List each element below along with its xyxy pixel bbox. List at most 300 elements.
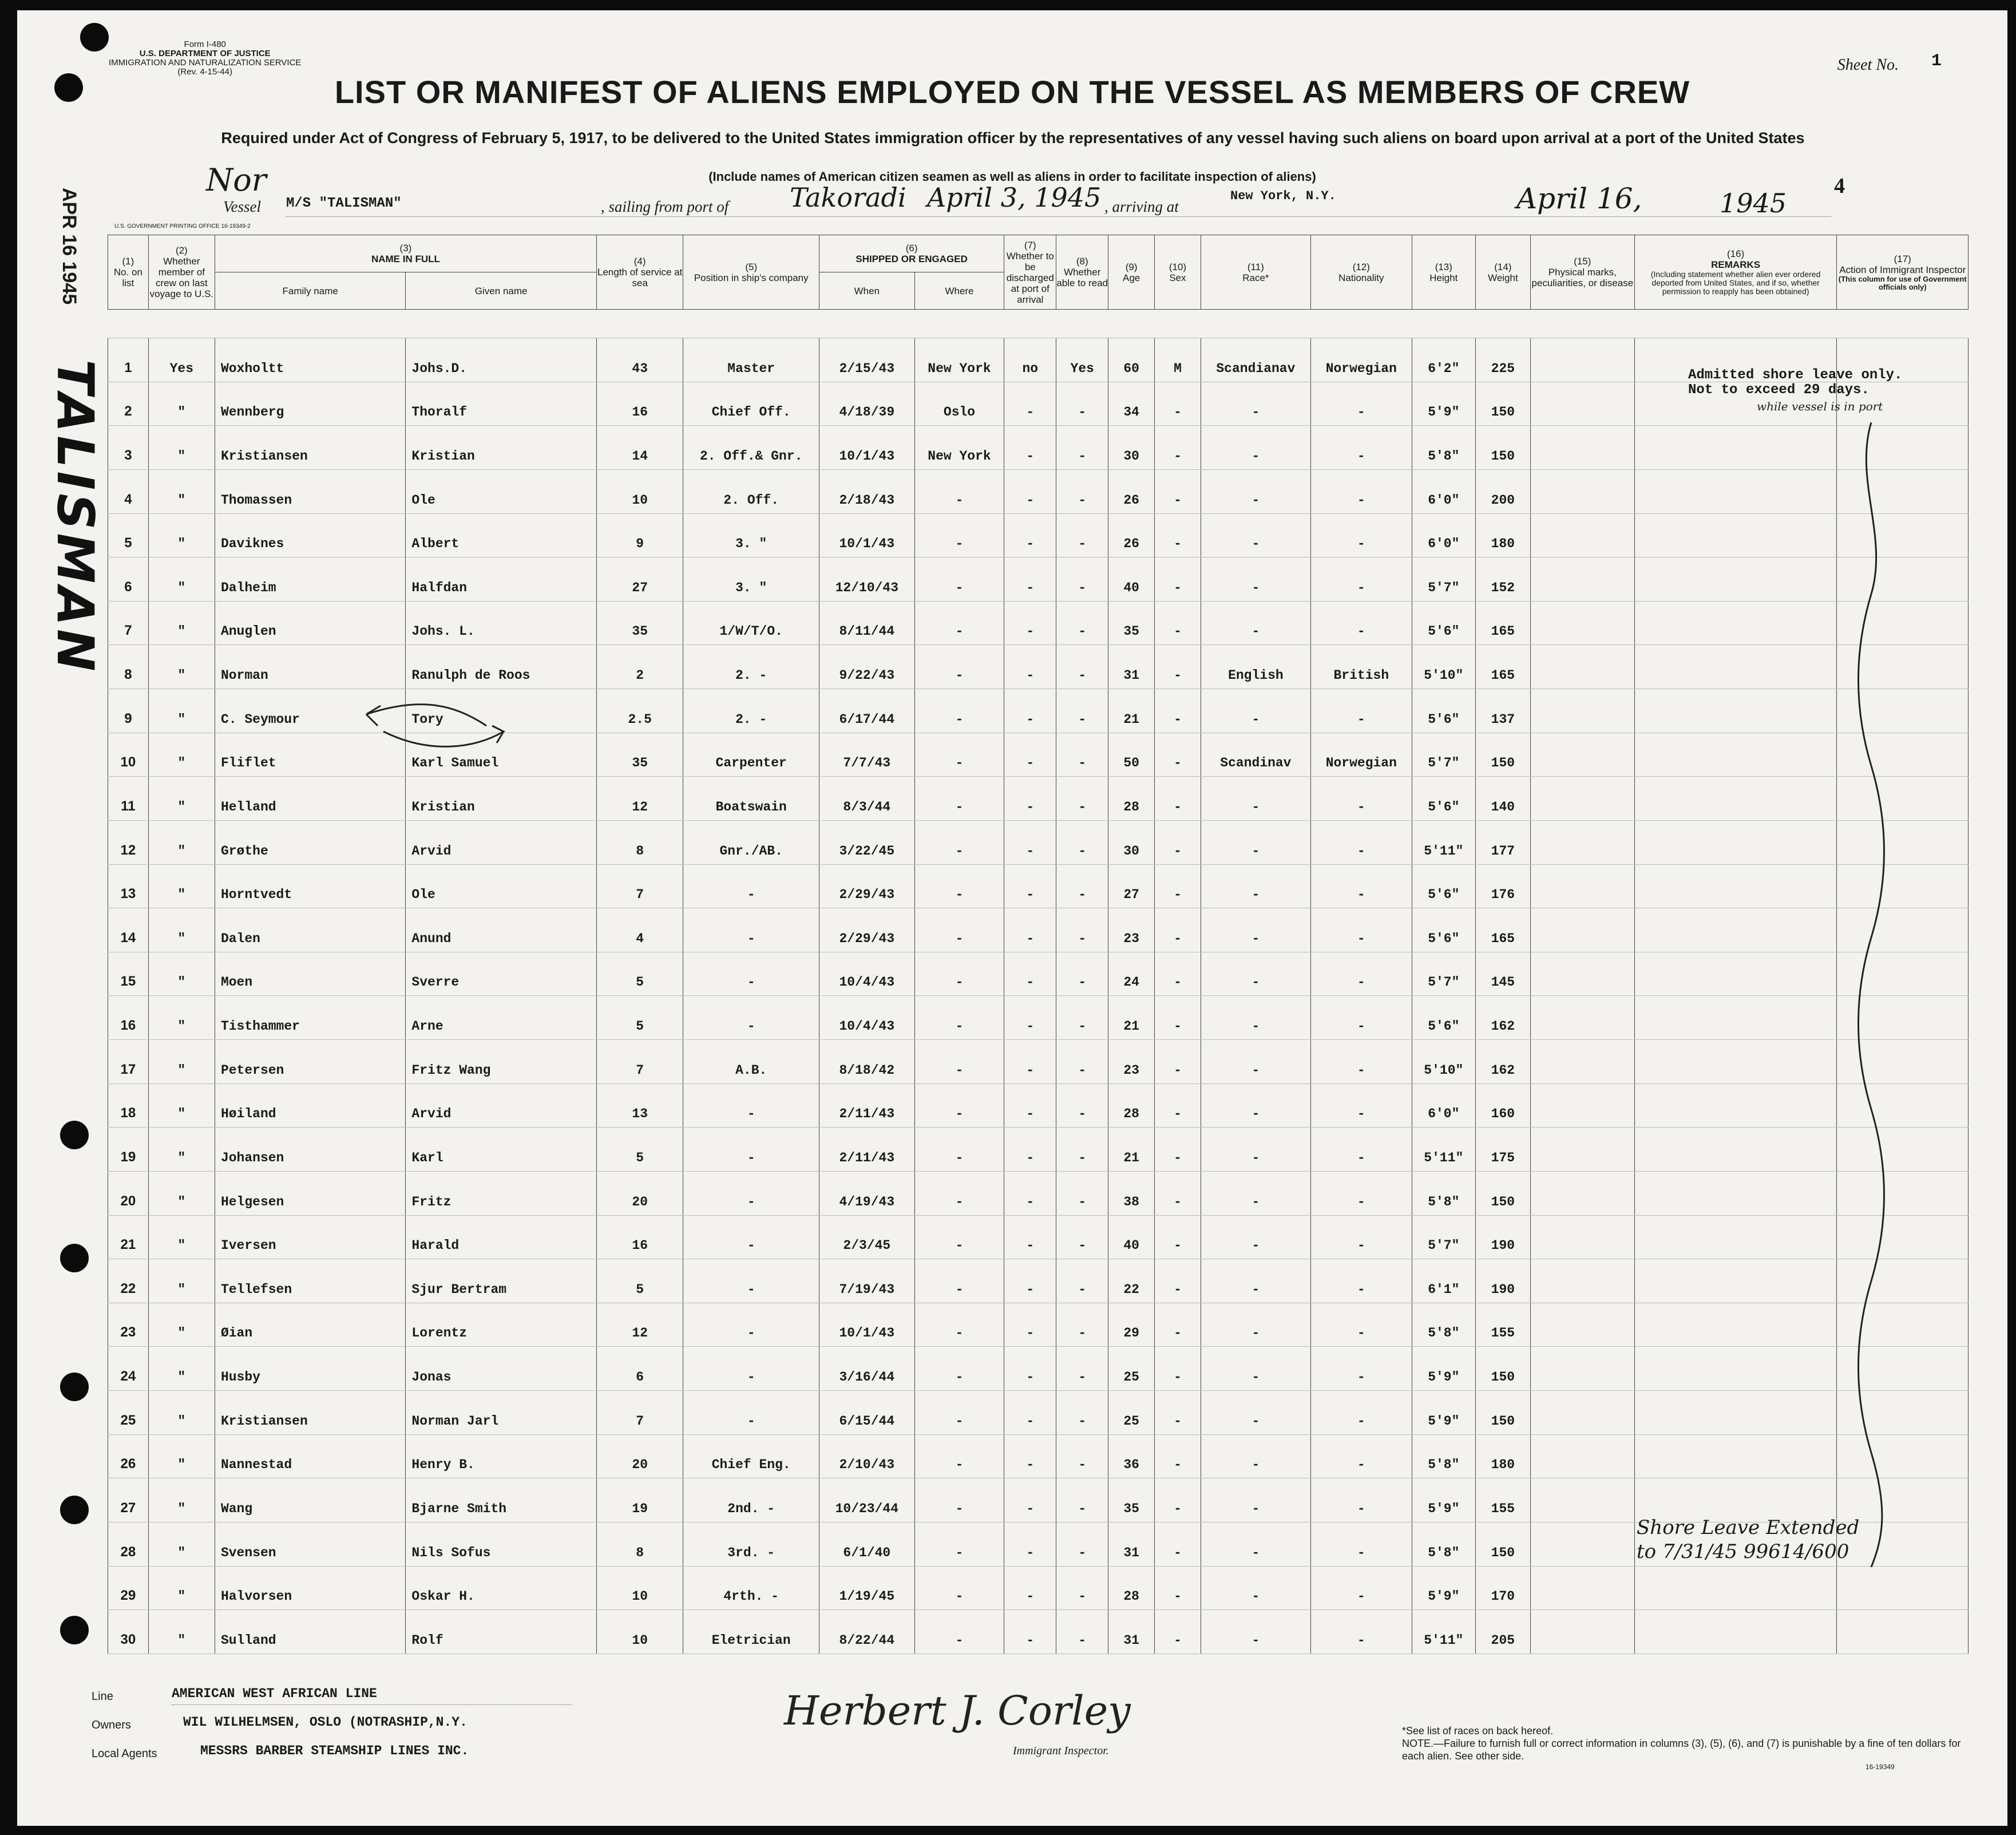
last-voyage: " xyxy=(148,1478,215,1522)
last-voyage: " xyxy=(148,996,215,1040)
nationality: - xyxy=(1310,1083,1412,1128)
sex: - xyxy=(1155,820,1201,864)
last-voyage: " xyxy=(148,1128,215,1172)
action-note xyxy=(1688,368,1902,398)
table-row xyxy=(108,1347,1969,1391)
given-name: Karl xyxy=(406,1128,596,1172)
family-name: C. Seymour xyxy=(215,689,405,733)
row-number: 10 xyxy=(108,733,149,777)
last-voyage: " xyxy=(148,1610,215,1654)
given-name: Albert xyxy=(406,513,596,557)
race: - xyxy=(1201,908,1310,952)
table-row xyxy=(108,820,1969,864)
shipped-when: 2/29/43 xyxy=(819,864,914,908)
given-name: Thoralf xyxy=(406,382,596,426)
table-row xyxy=(108,1128,1969,1172)
shipped-where: - xyxy=(914,557,1004,602)
able-to-read: - xyxy=(1056,1610,1108,1654)
remarks xyxy=(1634,557,1837,602)
punch-hole xyxy=(60,1616,89,1644)
sailing-port: Takoradi xyxy=(790,182,906,213)
height: 5'7" xyxy=(1412,557,1475,602)
sex: - xyxy=(1155,733,1201,777)
nationality: - xyxy=(1310,996,1412,1040)
correction-arrow xyxy=(349,691,521,754)
given-name: Anund xyxy=(406,908,596,952)
race: - xyxy=(1201,513,1310,557)
service-years: 10 xyxy=(596,469,683,513)
race: - xyxy=(1201,1522,1310,1566)
height: 5'6" xyxy=(1412,908,1475,952)
shipped-where: New York xyxy=(914,338,1004,382)
shipped-when: 2/11/43 xyxy=(819,1083,914,1128)
able-to-read: - xyxy=(1056,689,1108,733)
table-row xyxy=(108,645,1969,689)
position: 3. " xyxy=(683,557,819,602)
able-to-read: - xyxy=(1056,1522,1108,1566)
race: - xyxy=(1201,1478,1310,1522)
race: - xyxy=(1201,426,1310,470)
family-name: Øian xyxy=(215,1303,405,1347)
age: 23 xyxy=(1108,1040,1155,1084)
race: - xyxy=(1201,996,1310,1040)
given-name: Jonas xyxy=(406,1347,596,1391)
discharged: - xyxy=(1004,1303,1056,1347)
discharged: - xyxy=(1004,1522,1056,1566)
able-to-read: - xyxy=(1056,1347,1108,1391)
able-to-read: - xyxy=(1056,1391,1108,1435)
nationality: - xyxy=(1310,426,1412,470)
last-voyage: " xyxy=(148,557,215,602)
sailing-label: , sailing from port of xyxy=(601,198,729,215)
discharged: - xyxy=(1004,601,1056,645)
arriving-label: , arriving at xyxy=(1104,198,1179,215)
header-family-name: Family name xyxy=(215,272,405,310)
physical-marks xyxy=(1530,1610,1634,1654)
shipped-where: - xyxy=(914,1434,1004,1478)
family-name: Fliflet xyxy=(215,733,405,777)
weight: 150 xyxy=(1475,1347,1530,1391)
shipped-when: 2/18/43 xyxy=(819,469,914,513)
printing-office: U.S. GOVERNMENT PRINTING OFFICE 16-19349-2 xyxy=(114,223,251,230)
footer-agents-label: Local Agents xyxy=(92,1747,157,1760)
height: 6'0" xyxy=(1412,513,1475,557)
height: 5'9" xyxy=(1412,1347,1475,1391)
remarks xyxy=(1634,996,1837,1040)
physical-marks xyxy=(1530,1083,1634,1128)
races-note: *See list of races on back hereof. xyxy=(1402,1725,1554,1737)
table-row xyxy=(108,469,1969,513)
weight: 180 xyxy=(1475,513,1530,557)
shipped-where: - xyxy=(914,1215,1004,1259)
last-voyage: " xyxy=(148,1040,215,1084)
remarks xyxy=(1634,645,1837,689)
family-name: Woxholtt xyxy=(215,338,405,382)
given-name: Rolf xyxy=(406,1610,596,1654)
remarks xyxy=(1634,1040,1837,1084)
row-number: 24 xyxy=(108,1347,149,1391)
shipped-when: 2/15/43 xyxy=(819,338,914,382)
discharged: - xyxy=(1004,1259,1056,1303)
punch-hole xyxy=(60,1496,89,1524)
footer-line-label: Line xyxy=(92,1690,113,1703)
row-number: 20 xyxy=(108,1171,149,1215)
physical-marks xyxy=(1530,820,1634,864)
given-name: Johs. L. xyxy=(406,601,596,645)
given-name: Johs.D. xyxy=(406,338,596,382)
service-years: 20 xyxy=(596,1171,683,1215)
discharged: - xyxy=(1004,1610,1056,1654)
last-voyage: " xyxy=(148,952,215,996)
shipped-where: - xyxy=(914,1303,1004,1347)
remarks xyxy=(1634,1610,1837,1654)
race: - xyxy=(1201,1347,1310,1391)
position: - xyxy=(683,996,819,1040)
discharged: - xyxy=(1004,557,1056,602)
height: 5'9" xyxy=(1412,1391,1475,1435)
height: 6'0" xyxy=(1412,469,1475,513)
row-number: 3 xyxy=(108,426,149,470)
discharged: - xyxy=(1004,908,1056,952)
shipped-when: 8/11/44 xyxy=(819,601,914,645)
sex: M xyxy=(1155,338,1201,382)
able-to-read: - xyxy=(1056,382,1108,426)
row-number: 1 xyxy=(108,338,149,382)
shipped-where: New York xyxy=(914,426,1004,470)
last-voyage: " xyxy=(148,426,215,470)
last-voyage: " xyxy=(148,1347,215,1391)
able-to-read: - xyxy=(1056,820,1108,864)
position: Chief Eng. xyxy=(683,1434,819,1478)
age: 40 xyxy=(1108,1215,1155,1259)
physical-marks xyxy=(1530,557,1634,602)
race: - xyxy=(1201,1215,1310,1259)
shipped-when: 9/22/43 xyxy=(819,645,914,689)
table-row xyxy=(108,1083,1969,1128)
last-voyage: " xyxy=(148,777,215,821)
sex: - xyxy=(1155,1478,1201,1522)
family-name: Halvorsen xyxy=(215,1566,405,1610)
given-name: Karl Samuel xyxy=(406,733,596,777)
height: 5'8" xyxy=(1412,1522,1475,1566)
physical-marks xyxy=(1530,469,1634,513)
given-name: Sjur Bertram xyxy=(406,1259,596,1303)
able-to-read: - xyxy=(1056,1171,1108,1215)
header-nationality: (12) Nationality xyxy=(1310,235,1412,310)
service-years: 5 xyxy=(596,1128,683,1172)
weight: 137 xyxy=(1475,689,1530,733)
physical-marks xyxy=(1530,1522,1634,1566)
family-name: Wennberg xyxy=(215,382,405,426)
able-to-read: - xyxy=(1056,864,1108,908)
shipped-when: 3/22/45 xyxy=(819,820,914,864)
last-voyage: " xyxy=(148,601,215,645)
punch-hole xyxy=(60,1244,89,1272)
shipped-when: 10/23/44 xyxy=(819,1478,914,1522)
shipped-when: 6/15/44 xyxy=(819,1391,914,1435)
family-name: Petersen xyxy=(215,1040,405,1084)
nationality: British xyxy=(1310,645,1412,689)
row-number: 30 xyxy=(108,1610,149,1654)
nationality: - xyxy=(1310,601,1412,645)
punch-hole xyxy=(60,1373,89,1401)
sex: - xyxy=(1155,1434,1201,1478)
vessel-name: M/S "TALISMAN" xyxy=(286,196,402,211)
family-name: Kristiansen xyxy=(215,426,405,470)
table-row xyxy=(108,1259,1969,1303)
race: - xyxy=(1201,1128,1310,1172)
family-name: Helgesen xyxy=(215,1171,405,1215)
table-row xyxy=(108,1566,1969,1610)
height: 5'7" xyxy=(1412,1215,1475,1259)
race: Scandinav xyxy=(1201,733,1310,777)
service-years: 4 xyxy=(596,908,683,952)
sex: - xyxy=(1155,1347,1201,1391)
weight: 145 xyxy=(1475,952,1530,996)
weight: 152 xyxy=(1475,557,1530,602)
age: 31 xyxy=(1108,1610,1155,1654)
physical-marks xyxy=(1530,382,1634,426)
height: 5'8" xyxy=(1412,1434,1475,1478)
remarks xyxy=(1634,777,1837,821)
shore-leave-note xyxy=(1637,1516,1859,1564)
remarks xyxy=(1634,820,1837,864)
able-to-read: - xyxy=(1056,952,1108,996)
weight: 150 xyxy=(1475,1522,1530,1566)
service-years: 7 xyxy=(596,1040,683,1084)
nationality: - xyxy=(1310,689,1412,733)
physical-marks xyxy=(1530,1391,1634,1435)
age: 35 xyxy=(1108,601,1155,645)
remarks xyxy=(1634,733,1837,777)
last-voyage: " xyxy=(148,1522,215,1566)
able-to-read: - xyxy=(1056,645,1108,689)
shipped-where: Oslo xyxy=(914,382,1004,426)
remarks xyxy=(1634,1303,1837,1347)
service-years: 2.5 xyxy=(596,689,683,733)
shipped-where: - xyxy=(914,1478,1004,1522)
shipped-where: - xyxy=(914,1391,1004,1435)
row-number: 27 xyxy=(108,1478,149,1522)
table-row xyxy=(108,777,1969,821)
table-row xyxy=(108,1434,1969,1478)
age: 36 xyxy=(1108,1434,1155,1478)
last-voyage: " xyxy=(148,1083,215,1128)
race: - xyxy=(1201,1391,1310,1435)
shipped-when: 6/17/44 xyxy=(819,689,914,733)
race: - xyxy=(1201,1566,1310,1610)
discharged: - xyxy=(1004,777,1056,821)
service-years: 2 xyxy=(596,645,683,689)
discharged: - xyxy=(1004,513,1056,557)
service-years: 14 xyxy=(596,426,683,470)
last-voyage: " xyxy=(148,1434,215,1478)
shipped-where: - xyxy=(914,864,1004,908)
service-years: 19 xyxy=(596,1478,683,1522)
service: IMMIGRATION AND NATURALIZATION SERVICE xyxy=(109,58,302,68)
row-number: 21 xyxy=(108,1215,149,1259)
height: 5'8" xyxy=(1412,1171,1475,1215)
shipped-when: 10/1/43 xyxy=(819,1303,914,1347)
crew-table xyxy=(108,235,1969,1654)
inspector-signature: Herbert J. Corley xyxy=(784,1687,1131,1734)
remarks xyxy=(1634,513,1837,557)
sex: - xyxy=(1155,645,1201,689)
shipped-when: 8/3/44 xyxy=(819,777,914,821)
weight: 150 xyxy=(1475,1171,1530,1215)
family-name: Høiland xyxy=(215,1083,405,1128)
row-number: 26 xyxy=(108,1434,149,1478)
position: A.B. xyxy=(683,1040,819,1084)
sex: - xyxy=(1155,1040,1201,1084)
able-to-read: - xyxy=(1056,1259,1108,1303)
shipped-where: - xyxy=(914,469,1004,513)
given-name: Harald xyxy=(406,1215,596,1259)
position: 2. Off.& Gnr. xyxy=(683,426,819,470)
discharged: no xyxy=(1004,338,1056,382)
family-name: Dalheim xyxy=(215,557,405,602)
remarks xyxy=(1634,469,1837,513)
shipped-where: - xyxy=(914,601,1004,645)
last-voyage: " xyxy=(148,513,215,557)
physical-marks xyxy=(1530,1259,1634,1303)
position: 4rth. - xyxy=(683,1566,819,1610)
able-to-read: - xyxy=(1056,1040,1108,1084)
height: 6'2" xyxy=(1412,338,1475,382)
header-action: (17) Action of Immigrant Inspector (This column for use of Government officials only) xyxy=(1837,235,1969,310)
height: 5'9" xyxy=(1412,1566,1475,1610)
able-to-read: - xyxy=(1056,1434,1108,1478)
sex: - xyxy=(1155,382,1201,426)
able-to-read: - xyxy=(1056,1303,1108,1347)
table-row xyxy=(108,1391,1969,1435)
sex: - xyxy=(1155,601,1201,645)
position: - xyxy=(683,1215,819,1259)
sex: - xyxy=(1155,908,1201,952)
last-voyage: " xyxy=(148,820,215,864)
able-to-read: - xyxy=(1056,733,1108,777)
age: 26 xyxy=(1108,469,1155,513)
height: 5'7" xyxy=(1412,952,1475,996)
weight: 170 xyxy=(1475,1566,1530,1610)
shipped-where: - xyxy=(914,820,1004,864)
service-years: 8 xyxy=(596,1522,683,1566)
service-years: 13 xyxy=(596,1083,683,1128)
remarks xyxy=(1634,1347,1837,1391)
physical-marks xyxy=(1530,645,1634,689)
given-name: Ole xyxy=(406,469,596,513)
position: Chief Off. xyxy=(683,382,819,426)
service-years: 16 xyxy=(596,382,683,426)
action-note-line1: Admitted shore leave only. xyxy=(1688,367,1903,383)
discharged: - xyxy=(1004,1478,1056,1522)
nationality: - xyxy=(1310,1566,1412,1610)
nationality: - xyxy=(1310,1128,1412,1172)
position: - xyxy=(683,1128,819,1172)
table-row xyxy=(108,557,1969,602)
height: 6'1" xyxy=(1412,1259,1475,1303)
race: - xyxy=(1201,557,1310,602)
vessel-underline xyxy=(286,216,1831,217)
sex: - xyxy=(1155,1171,1201,1215)
last-voyage: " xyxy=(148,1171,215,1215)
table-row xyxy=(108,1171,1969,1215)
position: 2. Off. xyxy=(683,469,819,513)
position: - xyxy=(683,1259,819,1303)
position: - xyxy=(683,1303,819,1347)
position: - xyxy=(683,1347,819,1391)
nationality: - xyxy=(1310,557,1412,602)
last-voyage: " xyxy=(148,1566,215,1610)
sex: - xyxy=(1155,557,1201,602)
position: Master xyxy=(683,338,819,382)
service-years: 12 xyxy=(596,777,683,821)
race: - xyxy=(1201,1303,1310,1347)
height: 5'6" xyxy=(1412,864,1475,908)
position: Gnr./AB. xyxy=(683,820,819,864)
last-voyage: " xyxy=(148,1303,215,1347)
service-years: 5 xyxy=(596,996,683,1040)
service-years: 20 xyxy=(596,1434,683,1478)
family-name: Daviknes xyxy=(215,513,405,557)
family-name: Dalen xyxy=(215,908,405,952)
able-to-read: - xyxy=(1056,1215,1108,1259)
inspector-action xyxy=(1837,1566,1969,1610)
family-name: Tellefsen xyxy=(215,1259,405,1303)
page-title: LIST OR MANIFEST OF ALIENS EMPLOYED ON THE VESSEL AS MEMBERS OF CREW xyxy=(334,74,1690,110)
shipped-when: 2/29/43 xyxy=(819,908,914,952)
service-years: 16 xyxy=(596,1215,683,1259)
given-name: Ranulph de Roos xyxy=(406,645,596,689)
physical-marks xyxy=(1530,1478,1634,1522)
physical-marks xyxy=(1530,733,1634,777)
weight: 150 xyxy=(1475,382,1530,426)
last-voyage: " xyxy=(148,645,215,689)
height: 6'0" xyxy=(1412,1083,1475,1128)
physical-marks xyxy=(1530,777,1634,821)
table-row xyxy=(108,952,1969,996)
revision: (Rev. 4-15-44) xyxy=(177,67,233,77)
remarks xyxy=(1634,1083,1837,1128)
table-row xyxy=(108,996,1969,1040)
weight: 205 xyxy=(1475,1610,1530,1654)
discharged: - xyxy=(1004,1128,1056,1172)
table-row xyxy=(108,513,1969,557)
sex: - xyxy=(1155,1522,1201,1566)
table-row xyxy=(108,908,1969,952)
service-years: 35 xyxy=(596,601,683,645)
given-name: Kristian xyxy=(406,777,596,821)
age: 30 xyxy=(1108,426,1155,470)
form-code: 16-19349 xyxy=(1866,1763,1895,1771)
shipped-where: - xyxy=(914,1128,1004,1172)
weight: 150 xyxy=(1475,426,1530,470)
discharged: - xyxy=(1004,645,1056,689)
race: - xyxy=(1201,820,1310,864)
discharged: - xyxy=(1004,426,1056,470)
service-years: 6 xyxy=(596,1347,683,1391)
position: - xyxy=(683,952,819,996)
shipped-where: - xyxy=(914,1040,1004,1084)
arriving-port: New York, N.Y. xyxy=(1230,189,1336,203)
family-name: Sulland xyxy=(215,1610,405,1654)
discharged: - xyxy=(1004,864,1056,908)
physical-marks xyxy=(1530,1171,1634,1215)
last-voyage: " xyxy=(148,1391,215,1435)
age: 21 xyxy=(1108,1128,1155,1172)
nationality: - xyxy=(1310,1347,1412,1391)
requirement-text: Required under Act of Congress of February 5, 1917, to be delivered to the United States immigration officer by the representatives of any vessel having such aliens on board upon arrival at a port of the United States xyxy=(221,129,1805,147)
